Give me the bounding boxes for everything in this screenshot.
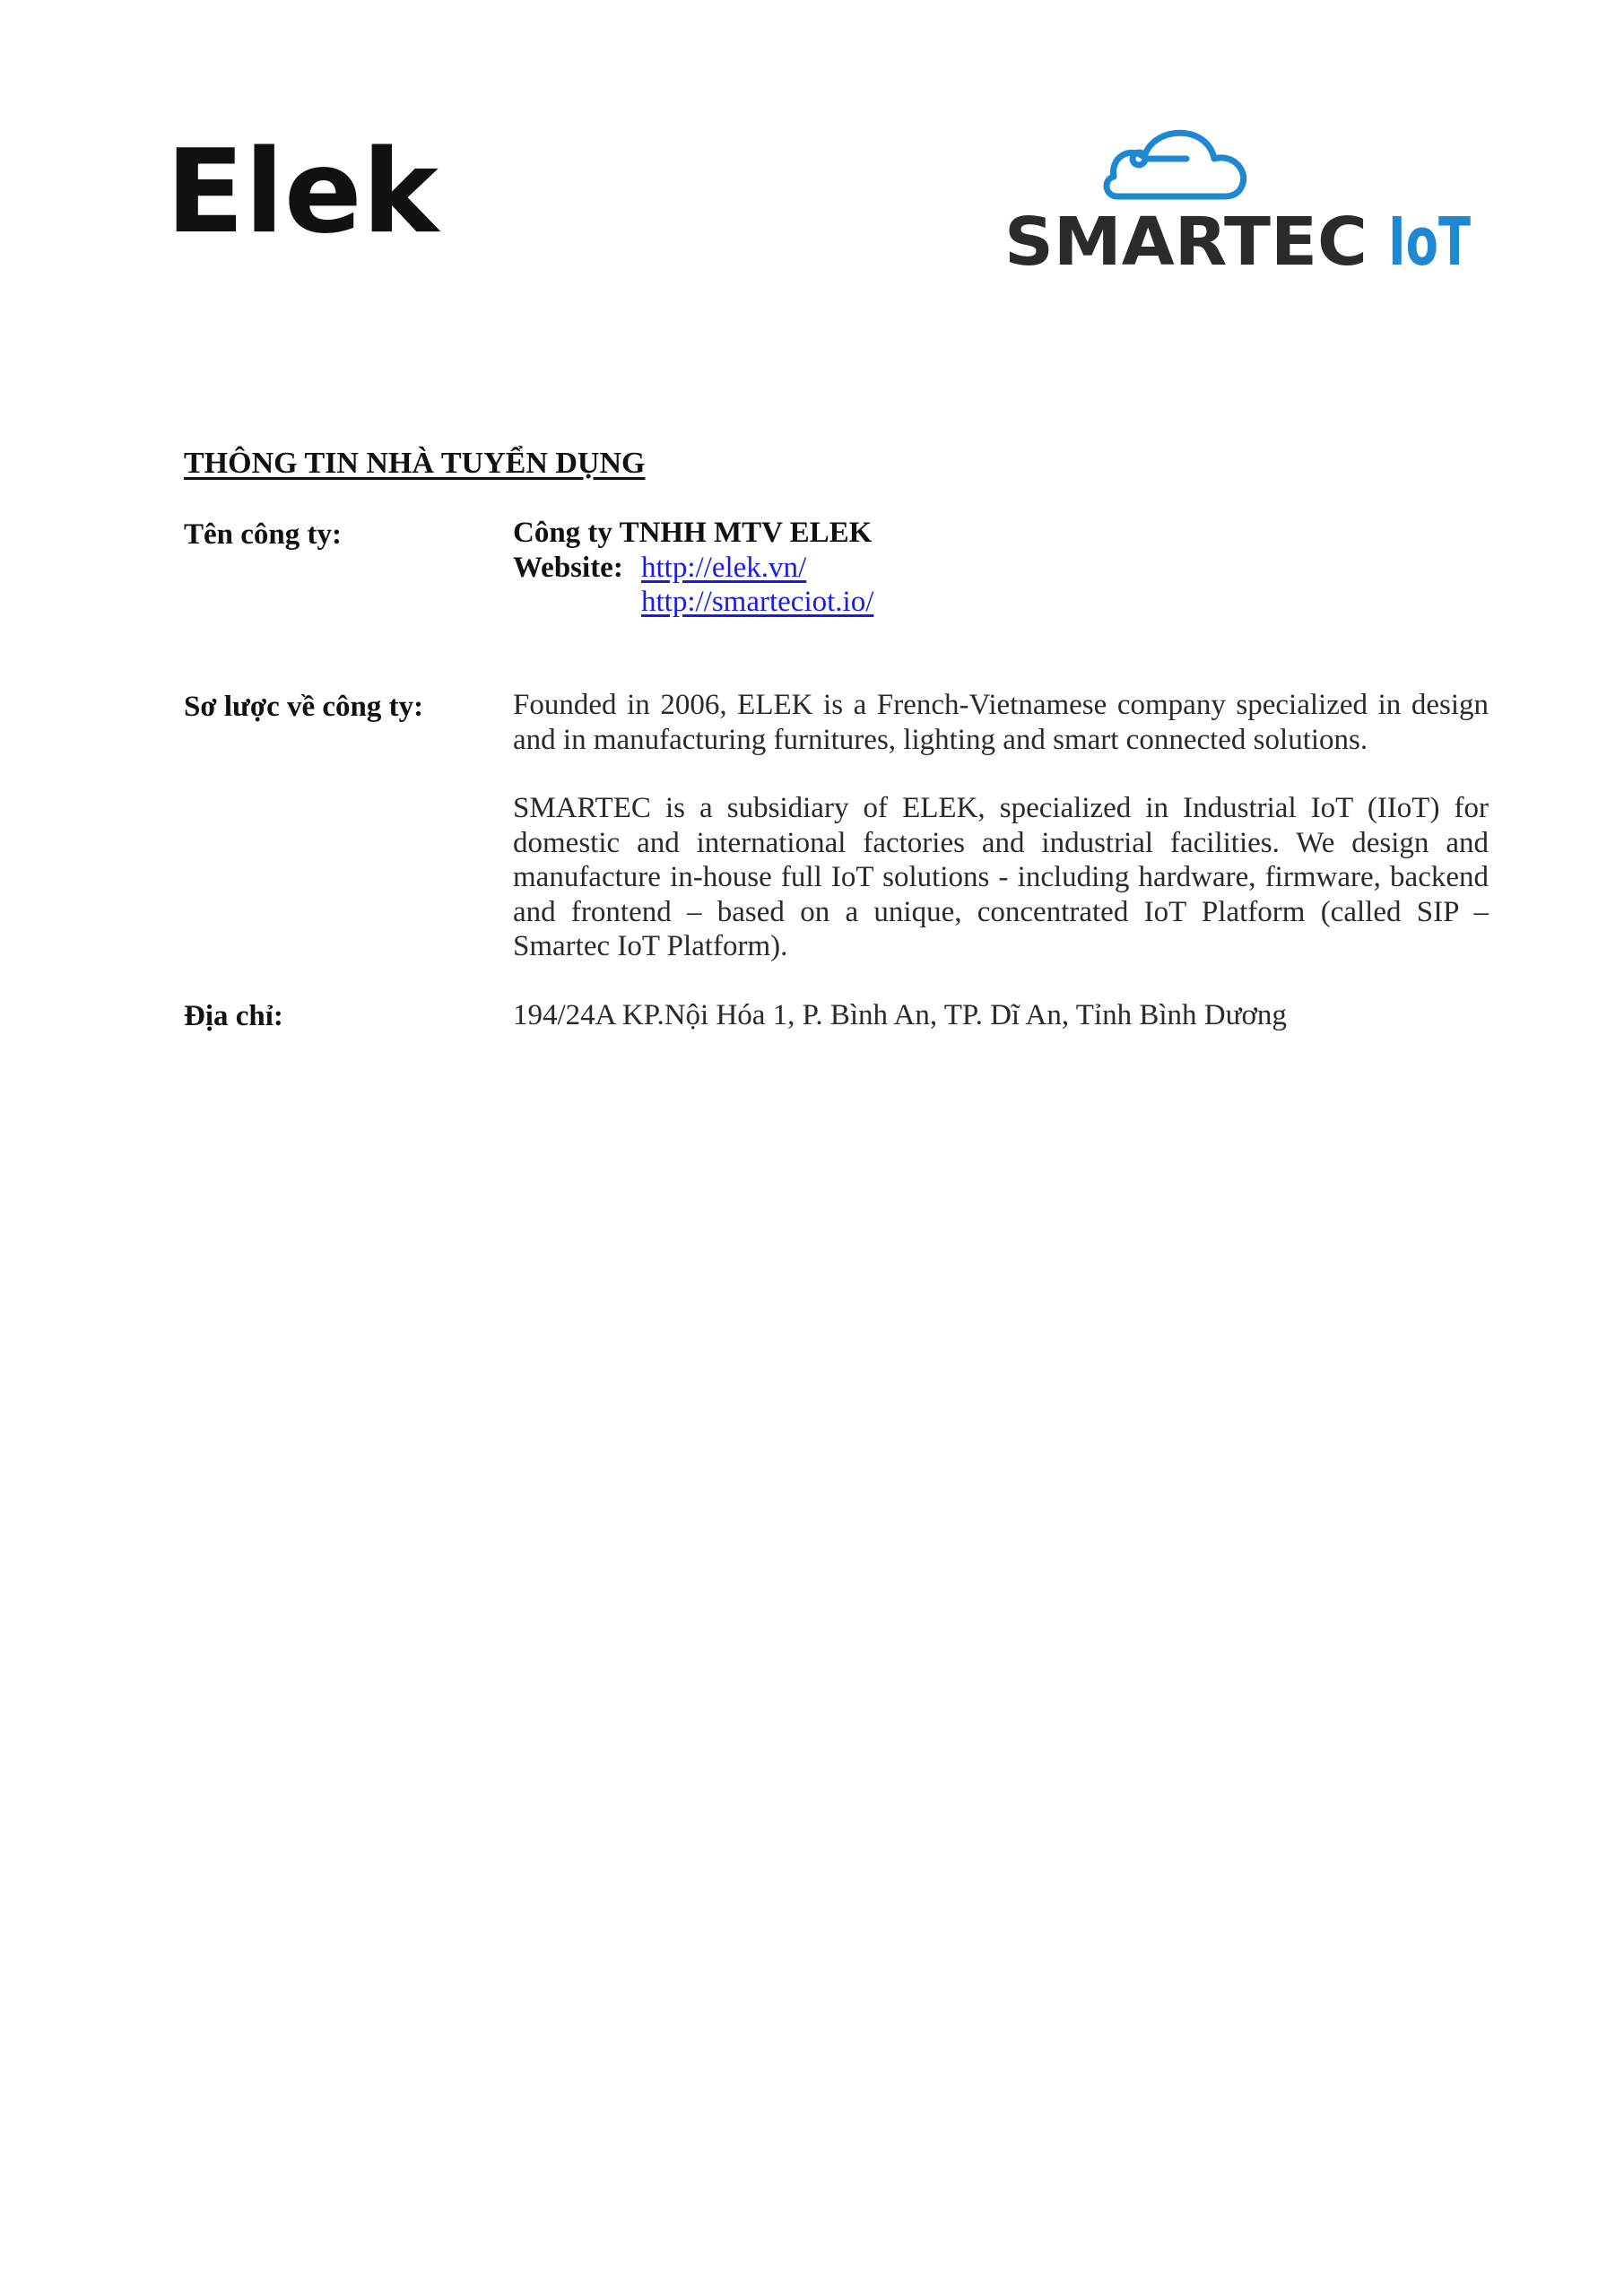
elek-logo	[166, 126, 435, 269]
company-name: Công ty TNHH MTV ELEK	[513, 517, 873, 549]
svg-text:Elek: Elek	[166, 126, 426, 259]
smartec-iot-logo	[995, 94, 1480, 281]
section-title: THÔNG TIN NHÀ TUYỂN DỤNG	[184, 447, 646, 480]
overview-paragraph: SMARTEC is a subsidiary of ELEK, specialized in Industrial IoT (IIoT) for domestic and international factories and industrial facilities. We design and manufacture in-house full IoT solutions - including hardware, firmware, backend and frontend – based on a unique, concentrated IoT Platform (called SIP – Smartec IoT Platform).	[513, 792, 1489, 962]
cloud-icon	[1107, 133, 1244, 196]
website-link-elek[interactable]: http://elek.vn/	[641, 551, 807, 584]
address-label: Địa chỉ:	[184, 1000, 283, 1032]
website-row	[513, 551, 1489, 586]
website-row-2	[513, 585, 1489, 620]
company-info	[513, 516, 1489, 620]
website-label: Website:	[513, 551, 623, 584]
overview-paragraph: Founded in 2006, ELEK is a French-Vietnamese company specialized in design and in manufacturing furnitures, lighting and smart connected solutions.	[513, 689, 1489, 756]
svg-text:SMARTEC: SMARTEC	[1004, 204, 1368, 281]
website-link-smarteciot[interactable]: http://smarteciot.io/	[641, 586, 874, 618]
company-name-label: Tên công ty:	[184, 518, 342, 551]
company-overview-label: Sơ lược về công ty:	[184, 691, 424, 723]
svg-text:IoT: IoT	[1388, 204, 1472, 281]
company-overview	[513, 688, 1489, 964]
address-value: 194/24A KP.Nội Hóa 1, P. Bình An, TP. Dĩ An, Tỉnh Bình Dương	[513, 999, 1287, 1031]
